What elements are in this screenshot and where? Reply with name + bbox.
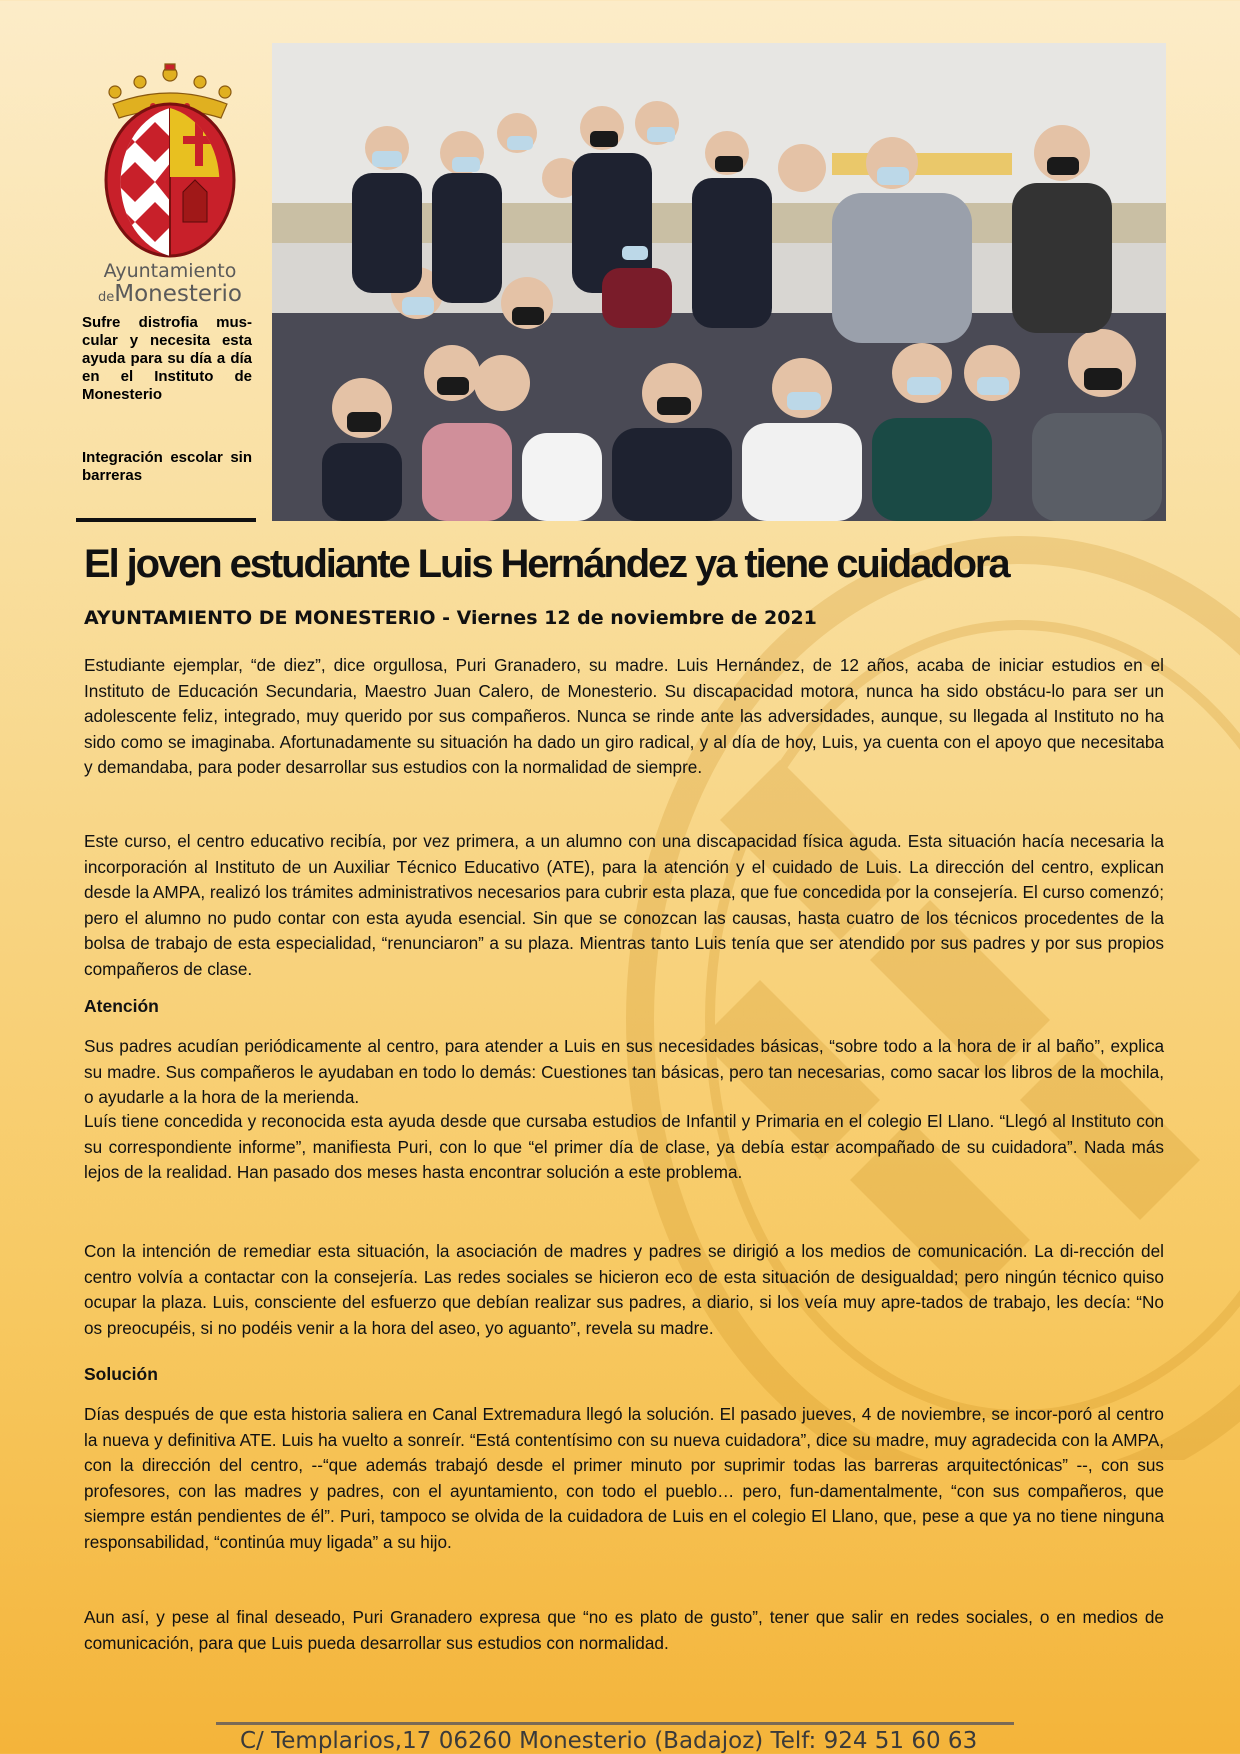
article-paragraph-4: Luís tiene concedida y reconocida esta ayuda desde que cursaba estudios de Infantil y Primaria en el colegio El Llano. “Llegó al Instituto con su correspondiente informe”, manifiesta Puri, con lo que “el primer día de clase, ya debía estar acompañado de su cuidadora”. Nada más lejos de la realidad. Han pasado dos meses hasta encontrar solución a este problema. <box>84 1111 1164 1183</box>
sidebar-summary: Sufre distrofia mus-cular y necesita esta ayuda para su día a día en el Instituto de Monesterio <box>82 314 252 403</box>
sidebar-divider <box>76 518 256 522</box>
municipality-wordmark <box>70 262 270 306</box>
article-byline: AYUNTAMIENTO DE MONESTERIO - Viernes 12 de noviembre de 2021 <box>84 607 817 629</box>
article-paragraph-3: Sus padres acudían periódicamente al centro, para atender a Luis en sus necesidades básicas, “sobre todo a la hora de ir al baño”, explica su madre. Sus compañeros le ayudaban en todo lo demás: Cuestiones tan básicas, pero tan necesarias, como sacar los libros de la mochila, o ayudarle a la hora de la merienda. <box>84 1036 1164 1108</box>
footer-address: C/ Templarios,17 06260 Monesterio (Badajoz) Telf: 924 51 60 63 <box>240 1728 978 1754</box>
article-paragraph-1: Estudiante ejemplar, “de diez”, dice orgullosa, Puri Granadero, su madre. Luis Hernández, de 12 años, acaba de iniciar estudios en el Instituto de Educación Secundaria, Maestro Juan Calero, de Monesterio. Su discapacidad motora, nunca ha sido obstácu-lo para ser un adolescente feliz, integrado, muy querido por sus compañeros. Nunca se rinde ante las adversidades, aunque, su llegada al Instituto no ha sido como se imaginaba. Afortunadamente su situación ha dado un giro radical, y al día de hoy, Luis, ya cuenta con el apoyo que necesitaba y demandaba, para poder desarrollar sus estudios con la normalidad de siempre. <box>84 655 1164 778</box>
article-paragraph-7: Aun así, y pese al final deseado, Puri Granadero expresa que “no es plato de gusto”, tener que salir en redes sociales, o en medios de comunicación, para que Luis pueda desarrollar sus estudios con normalidad. <box>84 1607 1164 1653</box>
article-paragraph-5: Con la intención de remediar esta situación, la asociación de madres y padres se dirigió a los medios de comunicación. La di-rección del centro volvía a contactar con la consejería. Las redes sociales se hicieron eco de esta situación de desigualdad; pero ningún técnico quiso ocupar la plaza. Luis, consciente del esfuerzo que debían realizar sus padres, a diario, si los veía muy apre-tados de trabajo, les decía: “No os preocupéis, si no podéis venir a la hora del aseo, yo aguanto”, revela su madre. <box>84 1241 1164 1338</box>
section-heading-atencion: Atención <box>84 996 159 1016</box>
wordmark-name: Monesterio <box>114 280 242 307</box>
article-headline: El joven estudiante Luis Hernández ya tiene cuidadora <box>84 542 1009 586</box>
coat-of-arms-icon <box>95 62 245 262</box>
section-heading-solucion: Solución <box>84 1364 158 1384</box>
group-photo-students-image <box>272 43 1166 521</box>
footer-divider <box>216 1722 1014 1725</box>
sidebar-tagline: Integración escolar sin barreras <box>82 449 252 484</box>
wordmark-line2 <box>70 282 270 306</box>
article-paragraph-2: Este curso, el centro educativo recibía, por vez primera, a un alumno con una discapacidad física aguda. Esta situación hacía necesaria la incorporación al Instituto de un Auxiliar Técnico Educativo (ATE), para la atención y el cuidado de Luis. La dirección del centro, explican desde la AMPA, realizó los trámites administrativos necesarios para cubrir esta plaza, que fue concedida por la consejería. El curso comenzó; pero el alumno no pudo contar con esta ayuda esencial. Sin que se conozcan las causas, hasta cuatro de los técnicos procedentes de la bolsa de trabajo de esta especialidad, “renunciaron” a su plaza. Mientras tanto Luis tenía que ser atendido por sus padres y por sus propios compañeros de clase. <box>84 831 1164 979</box>
wordmark-prefix: de <box>98 289 115 305</box>
wordmark-line1: Ayuntamiento <box>103 260 237 282</box>
article-paragraph-6: Días después de que esta historia saliera en Canal Extremadura llegó la solución. El pasado jueves, 4 de noviembre, se incor-poró al centro la nueva y definitiva ATE. Luis ha vuelto a sonreír. “Está contentísimo con su nueva cuidadora”, dice su madre, muy agradecida con la AMPA, con la dirección del centro, --“que además trabajó desde el primer minuto por suprimir todas las barreras arquitectónicas” --, con sus profesores, con las madres y padres, con el ayuntamiento, con todo el pueblo… pero, fun-damentalmente, “con sus compañeros, que siempre están pendientes de él”. Puri, tampoco se olvida de la cuidadora de Luis en el colegio El Llano, que, pese a que ya no tiene ninguna responsabilidad, “continúa muy ligada” a su hijo. <box>84 1404 1164 1552</box>
